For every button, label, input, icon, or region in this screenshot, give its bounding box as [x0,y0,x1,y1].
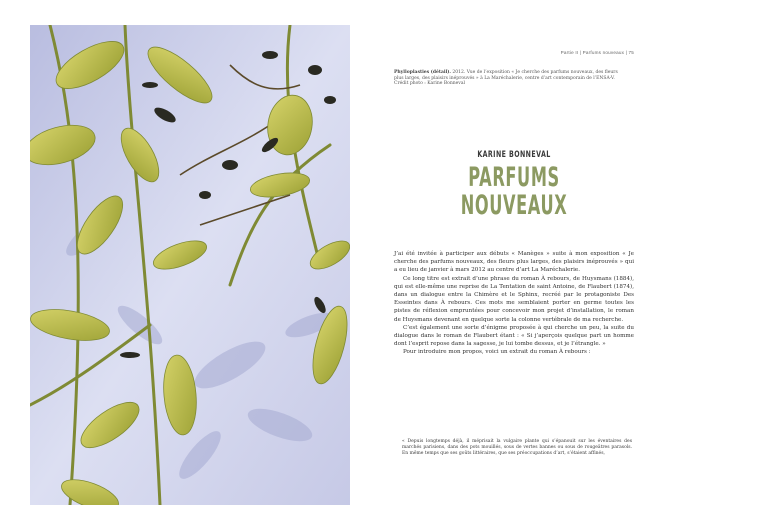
running-head: Partie II | Parfums nouveaux | 75 [560,50,634,55]
photo-phylloplasties [30,25,350,505]
caption-text: 2012. Vue de l’exposition « Je cherche des parfums nouveaux, des fleurs plus larges, des plaisirs inéprouvés » à La Maréchalerie, centre d’art contemporain de l’ENSA-V. Crédit photo : Karine Bonneval [394,70,618,87]
plant-illustration [30,25,350,505]
paragraph: J’ai été invitée à participer aux débuts « Manèges » suite à mon exposition « Je cherche des parfums nouveaux, des fleurs plus larges, des plaisirs inéprouvés » qui a eu lieu de janvier à mars 2012 au centre d’art La Maréchalerie. [394,251,634,274]
block-quote: « Depuis longtemps déjà, il méprisait la vulgaire plante qui s’épanouit sur les éventaires des marchés parisiens, dans des pots mouillés, sous de vertes bannes ou sous de rougeâtres parasols. En même temps que ses goûts littéraires, que ses préoccupations d’art, s’étaient affinés, [402,439,632,457]
author-name: KARINE BONNEVAL [477,150,551,160]
paragraph: Ce long titre est extrait d’une phrase du roman À rebours, de Huysmans (1884), qui est elle-même une reprise de La Tentation de saint Antoine, de Flaubert (1874), dans un dialogue entre la Chimère et le Sphinx, recréé par le protagoniste Des Esseintes dans À rebours. Ces mots me semblaient porter en germe toutes les pistes de réflexion empruntées pour concevoir mon projet d’installation, le roman de Huysmans devenant en quelque sorte la colonne vertébrale de ma recherche. [394,275,634,323]
article-title: PARFUMS NOUVEAUX [460,162,568,221]
paragraph: Pour introduire mon propos, voici un extrait du roman À rebours : [403,349,591,356]
article-body [394,250,634,357]
caption-lead: Phylloplasties (détail). [394,70,451,75]
paragraph: C’est également une sorte d’énigme proposée à qui cherche un peu, la suite du dialogue dans le roman de Flaubert étant : « Si j’aperçois quelque part un homme dont l’esprit repose dans la sagesse, je lui tombe dessus, et je l’étrangle. » [394,324,634,348]
photo-caption [394,70,626,87]
